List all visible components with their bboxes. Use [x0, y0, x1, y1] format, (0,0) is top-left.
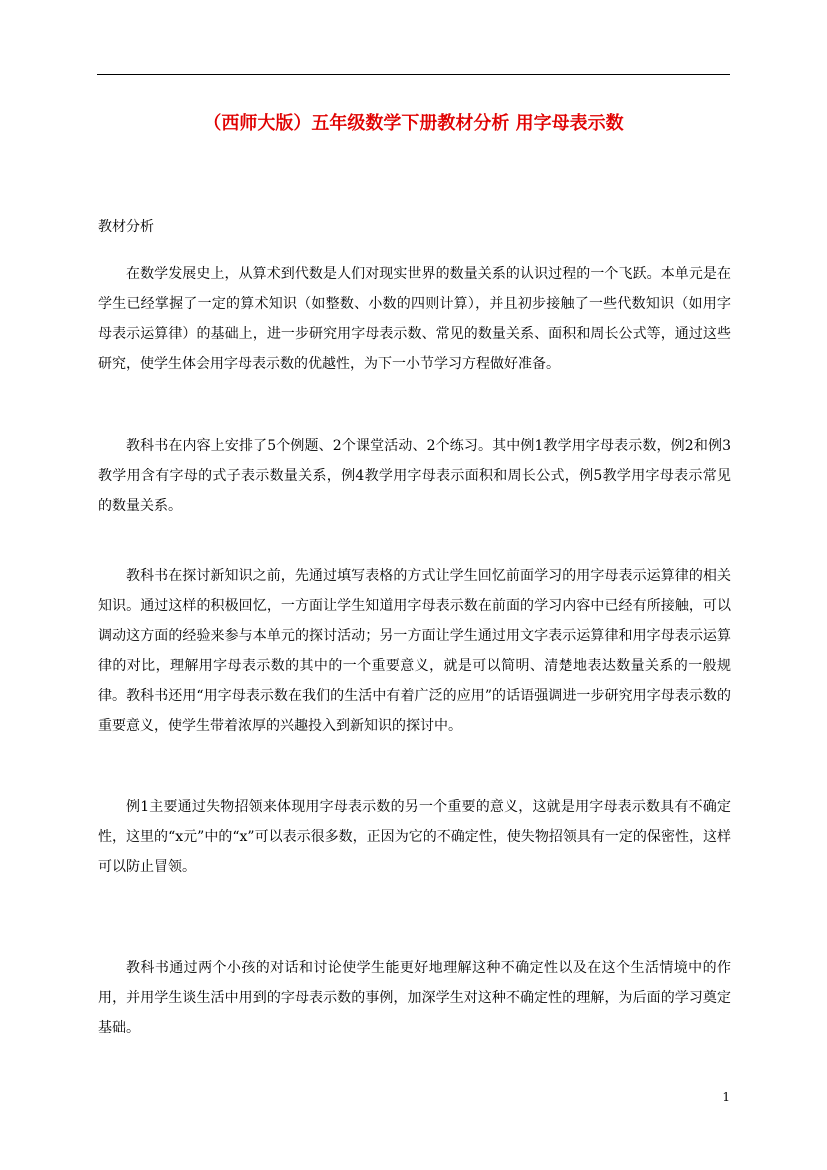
- page-number: 1: [722, 1090, 730, 1104]
- paragraph-2: 教科书在内容上安排了5个例题、2个课堂活动、2个练习。其中例1教学用字母表示数，例2和例3教学用含有字母的式子表示数量关系，例4教学用字母表示面积和周长公式，例5教学用字母表示常见的数量关系。: [98, 438, 731, 514]
- paragraph-1: 在数学发展史上，从算术到代数是人们对现实世界的数量关系的认识过程的一个飞跃。本单元是在学生已经掌握了一定的算术知识（如整数、小数的四则计算），并且初步接触了一些代数知识（如用字母表示运算律）的基础上，进一步研究用字母表示数、常见的数量关系、面积和周长公式等，通过这些研究，使学生体会用字母表示数的优越性，为下一小节学习方程做好准备。: [98, 266, 731, 372]
- paragraph-4: 例1主要通过失物招领来体现用字母表示数的另一个重要的意义，这就是用字母表示数具有不确定性，这里的“x元”中的“x”可以表示很多数，正因为它的不确定性，使失物招领具有一定的保密性，这样可以防止冒领。: [98, 799, 731, 875]
- paragraph-5: 教科书通过两个小孩的对话和讨论使学生能更好地理解这种不确定性以及在这个生活情境中的作用，并用学生谈生活中用到的字母表示数的事例，加深学生对这种不确定性的理解，为后面的学习奠定基础。: [98, 960, 731, 1036]
- section-heading: 教材分析: [98, 219, 154, 235]
- header-rule: [97, 74, 730, 75]
- paragraph-3: 教科书在探讨新知识之前，先通过填写表格的方式让学生回忆前面学习的用字母表示运算律的相关知识。通过这样的积极回忆，一方面让学生知道用字母表示数在前面的学习内容中已经有所接触，可以调动这方面的经验来参与本单元的探讨活动；另一方面让学生通过用文字表示运算律和用字母表示运算律的对比，理解用字母表示数的其中的一个重要意义，就是可以简明、清楚地表达数量关系的一般规律。教科书还用“用字母表示数在我们的生活中有着广泛的应用”的话语强调进一步研究用字母表示数的重要意义，使学生带着浓厚的兴趣投入到新知识的探讨中。: [98, 568, 731, 734]
- document-title: （西师大版）五年级数学下册教材分析 用字母表示数: [203, 113, 624, 134]
